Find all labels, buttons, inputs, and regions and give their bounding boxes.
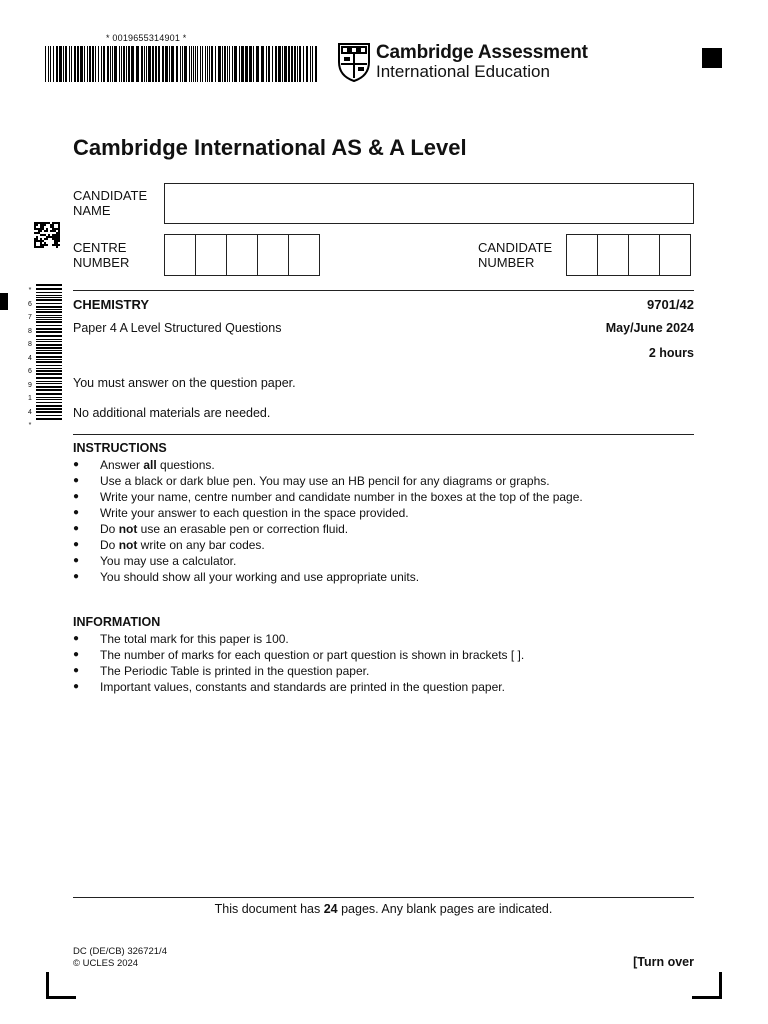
centre-number-label (73, 240, 129, 270)
candidate-name-label (73, 188, 147, 218)
list-item-text: Answer (100, 458, 144, 472)
list-item-text: Do (100, 538, 119, 552)
footer-divider (73, 897, 694, 898)
crop-mark-right-horizontal (692, 996, 722, 999)
centre-number-boxes (164, 234, 320, 276)
list-item: ● The number of marks for each question or part question is shown in brackets [ ]. (73, 647, 694, 663)
list-item-text: use an erasable pen or correction fluid. (137, 522, 349, 536)
paper-code: 9701/42 (647, 297, 694, 312)
list-item: ● The Periodic Table is printed in the question paper. (73, 663, 694, 679)
list-item: ● You should show all your working and use appropriate units. (73, 569, 694, 585)
candidate-number-digit[interactable] (597, 234, 629, 276)
candidate-number-label-line1: CANDIDATE (478, 240, 553, 255)
barcode (45, 46, 320, 82)
list-item (73, 521, 694, 537)
materials-note: No additional materials are needed. (73, 406, 271, 420)
page-count-number: 24 (323, 902, 338, 916)
candidate-number-digit[interactable] (659, 234, 691, 276)
page-count-text: pages. Any blank pages are indicated. (337, 902, 553, 916)
list-item (73, 537, 694, 553)
centre-number-label-line2: NUMBER (73, 255, 130, 270)
logo-line-2: International Education (376, 62, 550, 81)
candidate-number-boxes (566, 234, 691, 276)
duration: 2 hours (648, 346, 694, 360)
crop-mark-left-vertical (46, 972, 49, 999)
information-heading: INFORMATION (73, 615, 161, 629)
list-item: ● You may use a calculator. (73, 553, 694, 569)
list-item-text: Do (100, 522, 119, 536)
centre-number-label-line1: CENTRE (73, 240, 127, 255)
subject: CHEMISTRY (73, 297, 150, 312)
page-count-note (73, 902, 694, 916)
exam-session: May/June 2024 (605, 321, 694, 335)
page-count-text: This document has (214, 902, 324, 916)
candidate-name-label-line2: NAME (73, 203, 111, 218)
instructions-list (73, 457, 694, 585)
divider (73, 290, 694, 291)
list-item (73, 457, 694, 473)
centre-number-digit[interactable] (164, 234, 196, 276)
list-item-emphasis: not (118, 522, 138, 536)
centre-number-digit[interactable] (288, 234, 320, 276)
qr-code (34, 222, 60, 248)
centre-number-digit[interactable] (257, 234, 289, 276)
paper-description: Paper 4 A Level Structured Questions (73, 321, 282, 335)
turn-over: [Turn over (633, 955, 694, 969)
registration-square (702, 48, 722, 68)
instructions-heading: INSTRUCTIONS (73, 441, 167, 455)
candidate-number-digit[interactable] (628, 234, 660, 276)
list-item-text: questions. (156, 458, 215, 472)
candidate-name-field[interactable] (164, 183, 694, 224)
information-list (73, 631, 694, 695)
centre-number-digit[interactable] (195, 234, 227, 276)
list-item-emphasis: not (118, 538, 138, 552)
candidate-number-label-line2: NUMBER (478, 255, 535, 270)
answer-note: You must answer on the question paper. (73, 376, 296, 390)
copyright: © UCLES 2024 (73, 958, 139, 969)
crop-mark-left-horizontal (46, 996, 76, 999)
list-item-emphasis: all (143, 458, 157, 472)
barcode-number: * 0019655314901 * (106, 33, 187, 43)
candidate-number-label (478, 240, 552, 270)
page-title: Cambridge International AS & A Level (73, 135, 467, 160)
reference-code: DC (DE/CB) 326721/4 (73, 946, 167, 957)
list-item: ● The total mark for this paper is 100. (73, 631, 694, 647)
candidate-name-label-line1: CANDIDATE (73, 188, 148, 203)
side-barcode-text: * 6 7 8 8 4 6 9 1 4 * (28, 287, 32, 429)
list-item: ● Use a black or dark blue pen. You may use an HB pencil for any diagrams or graphs. (73, 473, 694, 489)
logo-line-1: Cambridge Assessment (376, 42, 588, 63)
cambridge-shield-logo (337, 42, 371, 82)
divider (73, 434, 694, 435)
list-item: ● Important values, constants and standards are printed in the question paper. (73, 679, 694, 695)
list-item: ● Write your answer to each question in the space provided. (73, 505, 694, 521)
candidate-number-digit[interactable] (566, 234, 598, 276)
list-item-text: write on any bar codes. (137, 538, 265, 552)
crop-mark-right-vertical (719, 972, 722, 999)
list-item: ● Write your name, centre number and candidate number in the boxes at the top of the page. (73, 489, 694, 505)
document-reference (73, 946, 167, 970)
centre-number-digit[interactable] (226, 234, 258, 276)
side-registration-mark (0, 293, 8, 310)
